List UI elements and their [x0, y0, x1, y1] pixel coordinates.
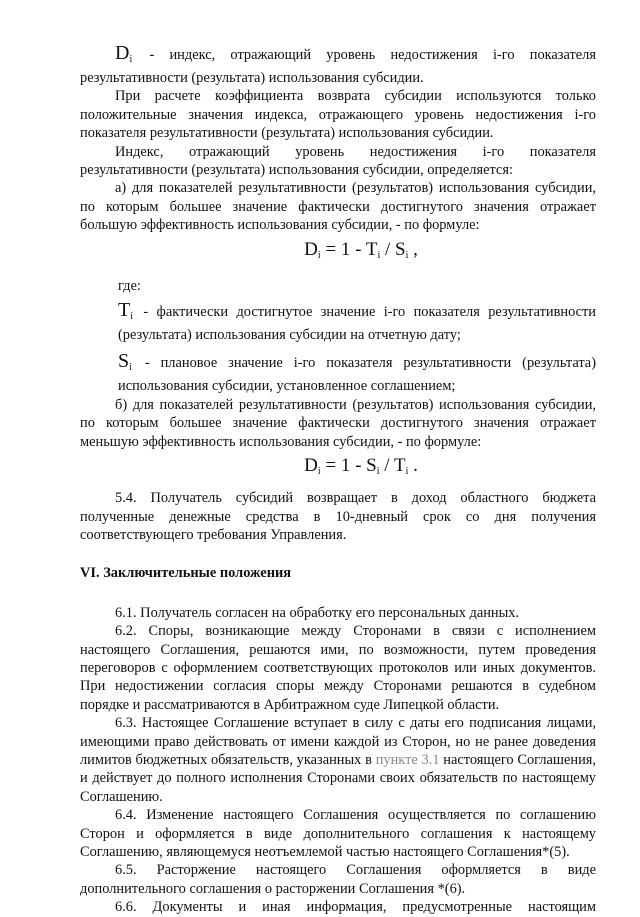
- clause-6-6: 6.6. Документы и иная информация, предусмотренные настоящим: [115, 899, 596, 916]
- formula-a: $D_i = 1 - T_i / S_i$ ,: [304, 238, 418, 261]
- t-symbol: $T_i$: [118, 299, 133, 323]
- s-symbol: $S_i$: [118, 350, 132, 374]
- clause-6-1: 6.1. Получатель согласен на обработку его персональных данных.: [115, 604, 520, 621]
- d-symbol: $D_i$: [115, 42, 133, 65]
- clause-6-2: 6.2. Споры, возникающие между Сторонами в связи с исполнением настоящего Соглашения, решаются ими, по возможности, путем проведения переговоров с оформлением соответствующих протоколов или иных документов. При недостижении согласия споры между Сторонами решаются в судебном порядке и рассматриваются в Арбитражном суде Липецкой области.: [80, 623, 596, 713]
- clause-5-4: 5.4. Получатель субсидий возвращает в доход областного бюджета полученные денежные средства в 10-дневный срок со дня получения соответствующего требования Управления.: [80, 490, 596, 543]
- positive-values-note: При расчете коэффициента возврата субсидии используются только положительные значения индекса, отражающего уровень недостижения i-го показателя результативности (результата) использования субсидии.: [80, 88, 596, 142]
- clause-6-3: 6.3. Настоящее Соглашение вступает в силу с даты его подписания лицами, имеющими право действовать от имени каждой из Сторон, но не ранее доведения лимитов бюджетных обязательств, указанных в пункте 3.1 настоящего Соглашения, и действует до полного исполнения Сторонами своих обязательств по настоящему Соглашению.: [80, 715, 596, 805]
- index-determination-intro: Индекс, отражающий уровень недостижения i-го показателя результативности (результата) использования субсидии, определяется:: [80, 143, 596, 179]
- document-page: [80, 44, 596, 917]
- clause-6-4: 6.4. Изменение настоящего Соглашения осуществляется по соглашению Сторон и оформляется в виде дополнительного соглашения к настоящему Соглашению, являющемуся неотъемлемой частью настоящего Соглашения*(5).: [80, 807, 596, 860]
- clause-6-5: 6.5. Расторжение настоящего Соглашения оформляется в виде дополнительного соглашения о расторжении Соглашения *(6).: [80, 862, 596, 897]
- t-definition: $T_i$ - фактически достигнутое значение i-го показателя результативности (результата) использования субсидии на отчетную дату;: [118, 299, 596, 344]
- section-title: VI. Заключительные положения: [80, 565, 292, 582]
- formula-b: $D_i = 1 - S_i / T_i$ .: [304, 455, 418, 478]
- case-b-paragraph: б) для показателей результативности (результатов) использования субсидии, по которым большее значение фактически достигнутого значения отражает меньшую эффективность использования субсидии, - по формуле:: [80, 396, 596, 450]
- d-index-definition: $D_i$ - индекс, отражающий уровень недостижения i-го показателя результативности (результата) использования субсидии.: [80, 42, 596, 86]
- clause-3-1-link[interactable]: пункте 3.1: [375, 751, 440, 768]
- where-label: где:: [118, 277, 141, 294]
- case-a-paragraph: а) для показателей результативности (результатов) использования субсидии, по которым большее значение фактически достигнутого значения отражает большую эффективность использования субсидии, - по формуле:: [80, 180, 596, 234]
- s-definition: $S_i$ - плановое значение i-го показателя результативности (результата) использования субсидии, установленное соглашением;: [118, 350, 596, 395]
